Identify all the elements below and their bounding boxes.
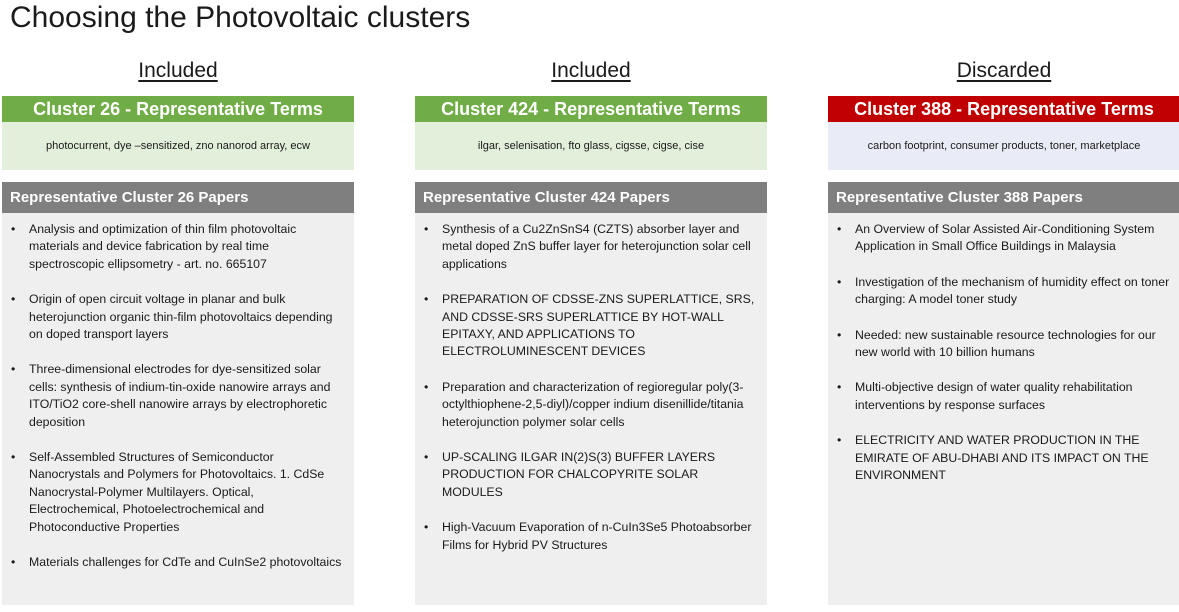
papers-list-box bbox=[828, 213, 1179, 605]
paper-title: An Overview of Solar Assisted Air-Conditioning System Application in Small Office Buildings in Malaysia bbox=[855, 222, 1155, 254]
list-item bbox=[415, 449, 759, 501]
list-item bbox=[828, 379, 1172, 414]
column-status: Included bbox=[138, 59, 218, 82]
bullet-icon: • bbox=[11, 450, 16, 465]
bullet-icon: • bbox=[837, 327, 842, 342]
paper-title: Origin of open circuit voltage in planar and bulk heterojunction organic thin-film photovoltaics depending on doped transport layers bbox=[29, 292, 333, 342]
column-status: Included bbox=[551, 59, 631, 82]
papers-header: Representative Cluster 424 Papers bbox=[415, 182, 767, 213]
list-item bbox=[415, 221, 759, 273]
bullet-icon: • bbox=[837, 222, 842, 236]
cluster-terms-header: Cluster 388 - Representative Terms bbox=[828, 96, 1179, 122]
representative-terms: carbon footprint, consumer products, toner, marketplace bbox=[828, 122, 1179, 170]
page-title: Choosing the Photovoltaic clusters bbox=[10, 1, 471, 34]
paper-title: Synthesis of a Cu2ZnSnS4 (CZTS) absorber layer and metal doped ZnS buffer layer for heterojunction solar cell applications bbox=[442, 222, 751, 271]
bullet-icon: • bbox=[11, 362, 16, 377]
bullet-icon: • bbox=[11, 292, 16, 307]
bullet-icon: • bbox=[424, 222, 429, 236]
list-item bbox=[415, 291, 759, 361]
bullet-icon: • bbox=[837, 380, 842, 395]
paper-title: Three-dimensional electrodes for dye-sensitized solar cells: synthesis of indium-tin-oxide nanowire arrays and ITO/TiO2 core-shell nanowire arrays by electrophoretic deposition bbox=[29, 362, 331, 429]
paper-title: Self-Assembled Structures of Semiconductor Nanocrystals and Polymers for Photovoltaics. 1. CdSe Nanocrystal-Polymer Multilayers. Optical, Electrochemical, Photoelectrochemical and Photoconductive Properties bbox=[29, 450, 325, 534]
papers-list-box bbox=[415, 213, 767, 605]
bullet-icon: • bbox=[837, 274, 842, 289]
list-item bbox=[2, 449, 346, 536]
representative-terms: photocurrent, dye –sensitized, zno nanorod array, ecw bbox=[2, 122, 354, 170]
papers-header: Representative Cluster 388 Papers bbox=[828, 182, 1179, 213]
paper-title: Investigation of the mechanism of humidity effect on toner charging: A model toner study bbox=[855, 274, 1170, 307]
papers-list-box bbox=[2, 213, 354, 605]
cluster-terms-header: Cluster 26 - Representative Terms bbox=[2, 96, 354, 122]
cluster-column-388 bbox=[828, 58, 1179, 605]
list-item bbox=[828, 221, 1172, 256]
list-item bbox=[2, 554, 346, 571]
paper-title: PREPARATION OF CDSSE-ZNS SUPERLATTICE, SRS, AND CDSSE-SRS SUPERLATTICE BY HOT-WALL EPITAXY, AND APPLICATIONS TO ELECTROLUMINESCENT DEVICES bbox=[442, 292, 755, 359]
paper-title: High-Vacuum Evaporation of n-CuIn3Se5 Photoabsorber Films for Hybrid PV Structures bbox=[442, 520, 752, 552]
paper-title: Needed: new sustainable resource technologies for our new world with 10 billion humans bbox=[855, 327, 1156, 360]
column-status: Discarded bbox=[956, 59, 1052, 82]
list-item bbox=[2, 221, 346, 273]
paper-title: UP-SCALING ILGAR IN(2)S(3) BUFFER LAYERS PRODUCTION FOR CHALCOPYRITE SOLAR MODULES bbox=[442, 450, 716, 499]
list-item bbox=[2, 291, 346, 343]
paper-title: Analysis and optimization of thin film photovoltaic materials and device fabrication by real time spectroscopic ellipsometry - art. no. 665107 bbox=[29, 222, 297, 271]
bullet-icon: • bbox=[11, 222, 16, 236]
list-item bbox=[415, 519, 759, 554]
paper-title: Preparation and characterization of regioregular poly(3-octylthiophene-2,5-diyl)/copper indium disenillide/titania heterojunction polymer solar cells bbox=[442, 379, 744, 429]
bullet-icon: • bbox=[424, 379, 429, 394]
cluster-column-26 bbox=[2, 58, 354, 605]
list-item bbox=[828, 432, 1172, 484]
cluster-column-424 bbox=[415, 58, 767, 605]
bullet-icon: • bbox=[837, 433, 842, 448]
bullet-icon: • bbox=[424, 520, 429, 535]
bullet-icon: • bbox=[424, 450, 429, 465]
paper-title: ELECTRICITY AND WATER PRODUCTION IN THE EMIRATE OF ABU-DHABI AND ITS IMPACT ON THE ENVIRONMENT bbox=[855, 433, 1149, 483]
papers-header: Representative Cluster 26 Papers bbox=[2, 182, 354, 213]
bullet-icon: • bbox=[424, 292, 429, 307]
paper-title: Multi-objective design of water quality rehabilitation interventions by response surfaces bbox=[855, 380, 1133, 412]
list-item bbox=[415, 379, 759, 431]
list-item bbox=[828, 327, 1172, 362]
cluster-terms-header: Cluster 424 - Representative Terms bbox=[415, 96, 767, 122]
representative-terms: ilgar, selenisation, fto glass, cigsse, cigse, cise bbox=[415, 122, 767, 170]
list-item bbox=[828, 274, 1172, 309]
paper-title: Materials challenges for CdTe and CuInSe2 photovoltaics bbox=[29, 555, 342, 570]
bullet-icon: • bbox=[11, 555, 16, 570]
list-item bbox=[2, 361, 346, 431]
